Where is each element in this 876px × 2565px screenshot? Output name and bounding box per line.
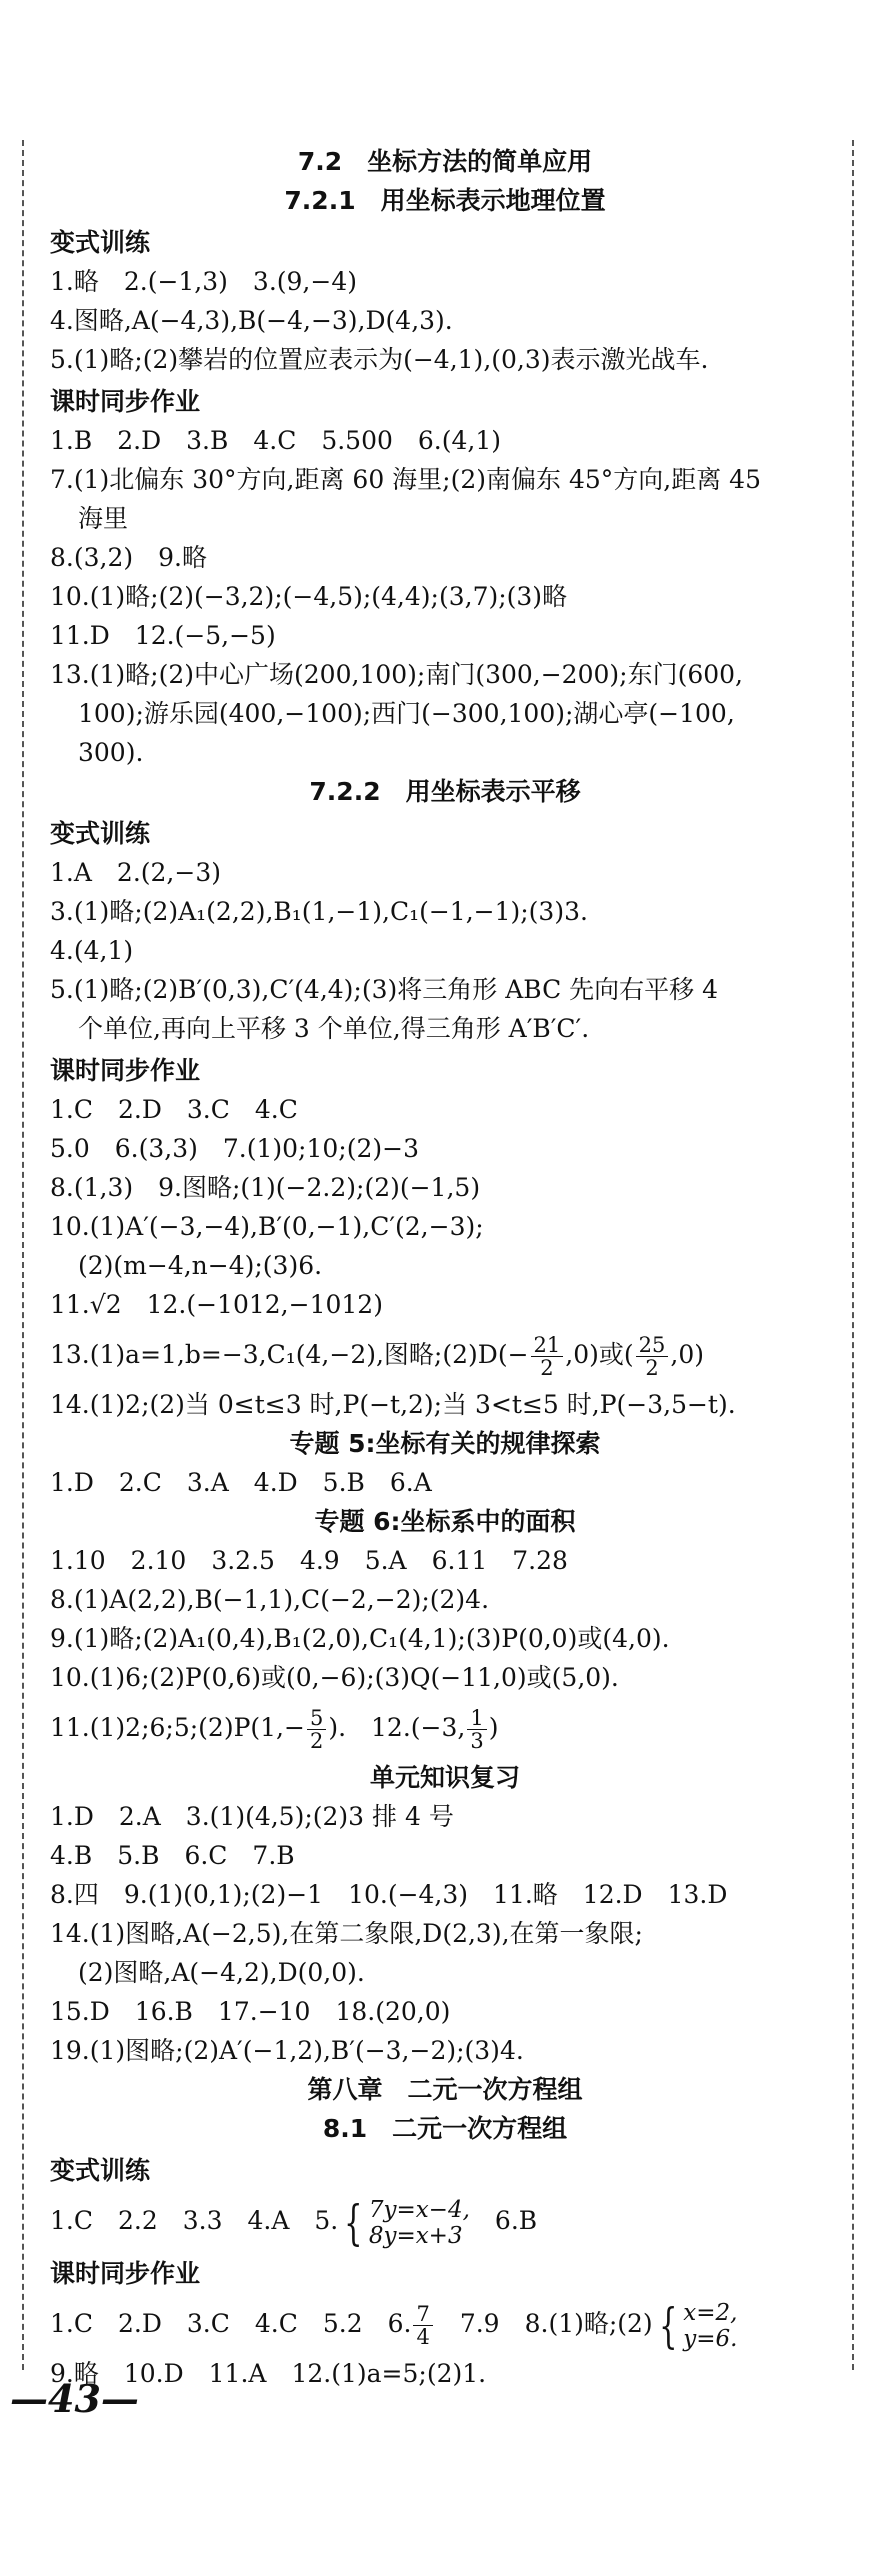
variant-training-heading: 变式训练	[50, 228, 151, 257]
answer-line: 1.C 2.D 3.C 4.C	[50, 1095, 298, 1124]
equation: 8y=x+3	[368, 2222, 463, 2249]
answer-line: 个单位,再向上平移 3 个单位,得三角形 A′B′C′.	[78, 1014, 590, 1043]
text-fragment: ,0)或(	[565, 1340, 634, 1369]
page-number: —43—	[10, 2376, 139, 2421]
homework-heading: 课时同步作业	[50, 387, 201, 416]
right-dashed-border	[852, 140, 854, 2370]
answer-line: 14.(1)图略,A(−2,5),在第二象限,D(2,3),在第一象限;	[50, 1919, 643, 1948]
text-fragment: 13.(1)a=1,b=−3,C₁(4,−2),图略;(2)D(−	[50, 1340, 529, 1369]
variant-training-heading: 变式训练	[50, 819, 151, 848]
text-fragment: ). 12.(−3,	[328, 1713, 466, 1742]
topic-5-title: 专题 5:坐标有关的规律探索	[289, 1429, 601, 1458]
answer-line: 10.(1)6;(2)P(0,6)或(0,−6);(3)Q(−11,0)或(5,0).	[50, 1663, 619, 1692]
answer-line: 300).	[78, 738, 144, 767]
unit-review-title: 单元知识复习	[369, 1763, 520, 1792]
numerator: 25	[636, 1334, 669, 1357]
fraction	[413, 2303, 432, 2348]
text-fragment: 1.C 2.D 3.C 4.C 5.2 6.	[50, 2309, 412, 2338]
equation-system	[683, 2300, 737, 2352]
answer-line: 19.(1)图略;(2)A′(−1,2),B′(−3,−2);(3)4.	[50, 2036, 524, 2065]
answer-line: 4.(4,1)	[50, 936, 134, 965]
answer-line: 9.(1)略;(2)A₁(0,4),B₁(2,0),C₁(4,1);(3)P(0,0)或(4,0).	[50, 1624, 670, 1653]
equation: 7y=x−4,	[368, 2196, 470, 2223]
section-8-1-title: 8.1 二元一次方程组	[322, 2114, 568, 2143]
answer-line: 14.(1)2;(2)当 0≤t≤3 时,P(−t,2);当 3<t≤5 时,P(−3,5−t).	[50, 1390, 736, 1419]
section-7-2-1-title: 7.2.1 用坐标表示地理位置	[284, 186, 606, 215]
answer-line: 5.0 6.(3,3) 7.(1)0;10;(2)−3	[50, 1134, 419, 1163]
answer-line: 1.D 2.C 3.A 4.D 5.B 6.A	[50, 1468, 432, 1497]
answer-line: 1.略 2.(−1,3) 3.(9,−4)	[50, 267, 357, 296]
answer-line: 5.(1)略;(2)B′(0,3),C′(4,4);(3)将三角形 ABC 先向右平移 4	[50, 975, 719, 1004]
section-7-2-2-title: 7.2.2 用坐标表示平移	[309, 777, 581, 806]
numerator: 7	[413, 2303, 432, 2326]
answer-line: 1.D 2.A 3.(1)(4,5);(2)3 排 4 号	[50, 1802, 454, 1831]
answer-line: 1.B 2.D 3.B 4.C 5.500 6.(4,1)	[50, 426, 502, 455]
left-dashed-border	[22, 140, 24, 2370]
answer-line: 1.A 2.(2,−3)	[50, 858, 221, 887]
answer-line: 11.D 12.(−5,−5)	[50, 621, 276, 650]
text-fragment: 11.(1)2;6;5;(2)P(1,−	[50, 1713, 305, 1742]
variant-training-heading: 变式训练	[50, 2156, 151, 2185]
answer-line: (2)图略,A(−4,2),D(0,0).	[78, 1958, 365, 1987]
answer-line: 8.(1)A(2,2),B(−1,1),C(−2,−2);(2)4.	[50, 1585, 490, 1614]
answer-line: 13.(1)略;(2)中心广场(200,100);南门(300,−200);东门(600,	[50, 660, 743, 689]
answer-line-fractions	[50, 1327, 840, 1383]
page-number-value: 43	[48, 2376, 101, 2421]
denominator: 2	[540, 1356, 554, 1380]
answer-line-fractions	[50, 1700, 840, 1756]
answer-line: 15.D 16.B 17.−10 18.(20,0)	[50, 1997, 451, 2026]
denominator: 2	[645, 1356, 659, 1380]
answer-line: (2)(m−4,n−4);(3)6.	[78, 1251, 323, 1280]
numerator: 1	[467, 1707, 486, 1730]
text-fragment: 6.B	[494, 2206, 538, 2235]
answer-line: 4.B 5.B 6.C 7.B	[50, 1841, 295, 1870]
fraction	[467, 1707, 486, 1752]
numerator: 21	[531, 1334, 564, 1357]
answer-line: 4.图略,A(−4,3),B(−4,−3),D(4,3).	[50, 306, 453, 335]
fraction	[636, 1334, 669, 1379]
fraction	[307, 1707, 326, 1752]
denominator: 3	[470, 1729, 484, 1753]
answer-line-system	[50, 2296, 840, 2352]
text-fragment: )	[488, 1713, 499, 1742]
answer-line: 8.四 9.(1)(0,1);(2)−1 10.(−4,3) 11.略 12.D 13.D	[50, 1880, 728, 1909]
numerator: 5	[307, 1707, 326, 1730]
chapter-8-title: 第八章 二元一次方程组	[307, 2075, 583, 2104]
text-fragment: 1.C 2.2 3.3 4.A 5.	[50, 2206, 339, 2235]
denominator: 2	[309, 1729, 324, 1753]
answer-line: 1.10 2.10 3.2.5 4.9 5.A 6.11 7.28	[50, 1546, 568, 1575]
homework-heading: 课时同步作业	[50, 1056, 201, 1085]
answer-line: 8.(1,3) 9.图略;(1)(−2.2);(2)(−1,5)	[50, 1173, 481, 1202]
topic-6-title: 专题 6:坐标系中的面积	[314, 1507, 576, 1536]
answer-line: 10.(1)A′(−3,−4),B′(0,−1),C′(2,−3);	[50, 1212, 484, 1241]
answer-line: 9.略 10.D 11.A 12.(1)a=5;(2)1.	[50, 2359, 487, 2388]
equation: x=2,	[683, 2299, 738, 2326]
answer-line: 7.(1)北偏东 30°方向,距离 60 海里;(2)南偏东 45°方向,距离 45	[50, 465, 761, 494]
homework-heading: 课时同步作业	[50, 2259, 201, 2288]
answer-line: 10.(1)略;(2)(−3,2);(−4,5);(4,4);(3,7);(3)略	[50, 582, 568, 611]
answer-line: 3.(1)略;(2)A₁(2,2),B₁(1,−1),C₁(−1,−1);(3)3.	[50, 897, 588, 926]
denominator: 4	[416, 2325, 430, 2349]
answer-content	[50, 140, 840, 2396]
answer-line: 8.(3,2) 9.略	[50, 543, 207, 572]
left-brace-icon: {	[658, 2297, 678, 2354]
text-fragment: 7.9 8.(1)略;(2)	[434, 2309, 653, 2338]
answer-line: 5.(1)略;(2)攀岩的位置应表示为(−4,1),(0,3)表示激光战车.	[50, 345, 709, 374]
answer-line: 11.√2 12.(−1012,−1012)	[50, 1290, 383, 1319]
fraction	[531, 1334, 564, 1379]
answer-line: 海里	[78, 504, 129, 533]
left-brace-icon: {	[344, 2194, 363, 2251]
equation: y=6.	[683, 2325, 738, 2352]
section-7-2-title: 7.2 坐标方法的简单应用	[297, 147, 593, 176]
text-fragment: ,0)	[670, 1340, 704, 1369]
equation-system	[369, 2197, 470, 2249]
answer-line-system	[50, 2193, 840, 2249]
answer-line: 100);游乐园(400,−100);西门(−300,100);湖心亭(−100,	[78, 699, 735, 728]
